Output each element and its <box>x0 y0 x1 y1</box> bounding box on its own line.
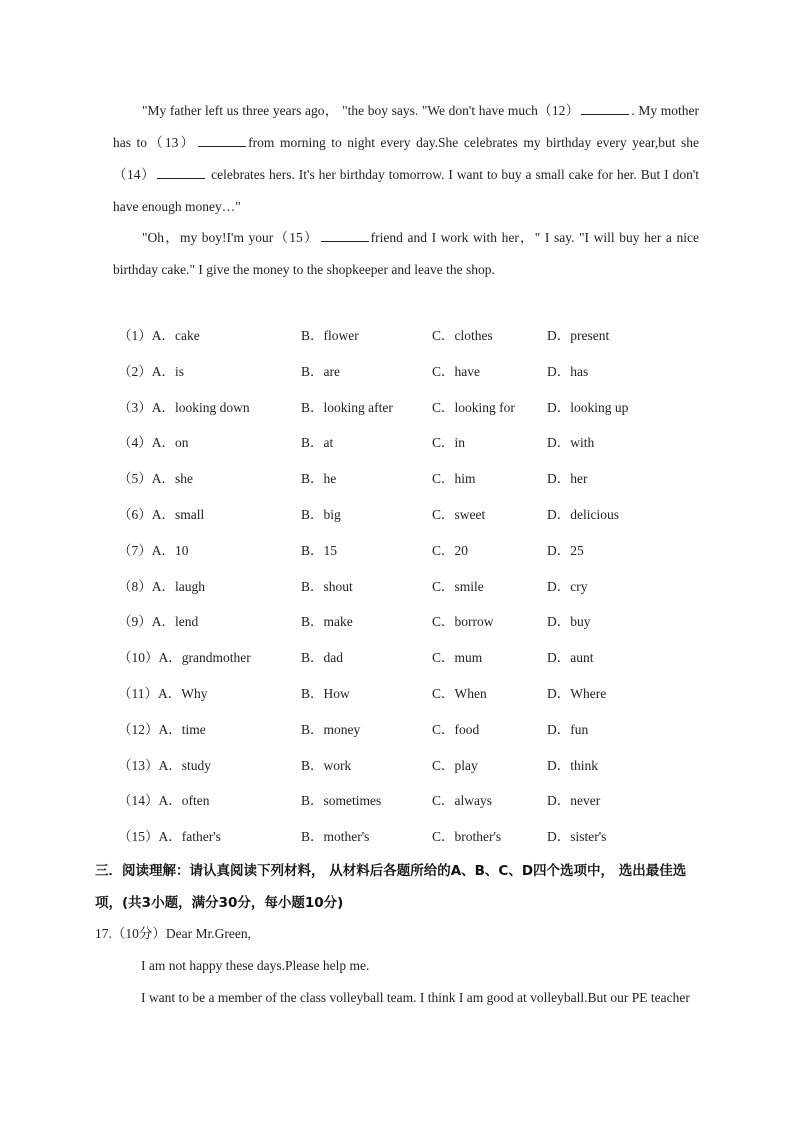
option-d: D．buy <box>547 614 591 630</box>
option-b: B．shout <box>301 578 353 594</box>
option-c: C．20 <box>432 542 469 558</box>
option-d: D．with <box>547 435 595 451</box>
option-d: D．aunt <box>547 650 594 666</box>
option-c: C．sweet <box>432 506 486 522</box>
option-b: B．big <box>301 506 341 522</box>
option-c: C．have <box>432 363 480 379</box>
option-b: B．are <box>301 363 340 379</box>
question-row <box>118 533 718 569</box>
option-b: B．mother's <box>301 829 370 845</box>
question-row <box>118 712 718 748</box>
option-a: （15）A．father's <box>118 829 221 845</box>
option-b: B．work <box>301 757 352 773</box>
paragraph-1-text-d: celebrates hers. It's her birthday tomorrow. I want to buy a small cake for her. But I don't have enough money…" <box>113 167 700 214</box>
option-d: D．cry <box>547 578 588 594</box>
option-d: D．never <box>547 793 601 809</box>
option-c: C．him <box>432 471 476 487</box>
option-b: B．at <box>301 435 334 451</box>
option-a: （6）A．small <box>118 506 205 522</box>
option-c: C．smile <box>432 578 484 594</box>
question-row <box>118 354 718 390</box>
option-d: D．Where <box>547 685 607 701</box>
option-a: （14）A．often <box>118 793 210 809</box>
section-3-heading: 三．阅读理解：请认真阅读下列材料， 从材料后各题所给的A、B、C、D四个选项中， 选出最佳选项，(共3小题，满分30分，每小题10分) <box>95 863 687 911</box>
option-c: C．always <box>432 793 492 809</box>
option-b: B．make <box>301 614 353 630</box>
question-row <box>118 604 718 640</box>
option-a: （2）A．is <box>118 363 185 379</box>
option-a: （8）A．laugh <box>118 578 205 594</box>
paragraph-1-text-b: . My mother has to（13） <box>113 103 700 150</box>
option-c: C．clothes <box>432 328 493 343</box>
option-a: （9）A．lend <box>118 614 199 630</box>
letter-line-2: I want to be a member of the class volleyball team. I think I am good at volleyball.But our PE teacher <box>141 990 690 1005</box>
option-d: D．has <box>547 363 589 379</box>
option-b: B．sometimes <box>301 793 382 809</box>
question-17 <box>95 918 701 1014</box>
option-a: （5）A．she <box>118 471 193 487</box>
option-c: C．borrow <box>432 614 494 630</box>
option-c: C．in <box>432 435 466 451</box>
option-d: D．fun <box>547 721 589 737</box>
option-b: B．money <box>301 721 361 737</box>
letter-line-1: I am not happy these days.Please help me. <box>141 958 370 973</box>
option-d: D．present <box>547 328 610 343</box>
passage-paragraph-2 <box>113 222 699 286</box>
question-row <box>118 390 718 426</box>
paragraph-2-text-b: friend and I work with her，" I say. "I will buy her a nice birthday cake." I give the money to the shopkeeper and leave the shop. <box>113 230 699 277</box>
option-a: （4）A．on <box>118 435 189 451</box>
question-row <box>118 676 718 712</box>
option-a: （13）A．study <box>118 757 212 773</box>
option-d: D．sister's <box>547 829 607 845</box>
question-row <box>118 569 718 605</box>
option-b: B．looking after <box>301 399 393 415</box>
option-d: D．25 <box>547 542 584 558</box>
option-c: C．mum <box>432 650 483 666</box>
option-d: D．delicious <box>547 506 619 522</box>
question-row <box>118 425 718 461</box>
option-b: B．15 <box>301 542 338 558</box>
option-a: （12）A．time <box>118 721 206 737</box>
question-row <box>118 748 718 784</box>
option-a: （10）A．grandmother <box>118 650 251 666</box>
option-a: （7）A．10 <box>118 542 189 558</box>
blank-14 <box>157 166 205 179</box>
option-a: （3）A．looking down <box>118 399 250 415</box>
option-c: C．brother's <box>432 829 502 845</box>
question-row <box>118 461 718 497</box>
paragraph-1-text-a: "My father left us three years ago， "the boy says. "We don't have much（12） <box>142 103 580 118</box>
option-b: B．flower <box>301 328 359 343</box>
question-17-label: 17.（10分）Dear Mr.Green, <box>95 926 251 941</box>
option-c: C．play <box>432 757 478 773</box>
blank-15 <box>321 229 369 242</box>
option-d: D．think <box>547 757 599 773</box>
question-row <box>118 497 718 533</box>
option-d: D．looking up <box>547 399 629 415</box>
blank-12 <box>581 102 629 115</box>
paragraph-1-text-c: from morning to night every day.She celebrates my birthday every year,but she （14） <box>113 135 699 182</box>
option-a: （1）A．cake <box>118 328 200 343</box>
option-d: D．her <box>547 471 588 487</box>
option-c: C．When <box>432 685 487 701</box>
option-b: B．How <box>301 685 350 701</box>
option-b: B．he <box>301 471 337 487</box>
option-c: C．looking for <box>432 399 515 415</box>
paragraph-2-text-a: "Oh，my boy!I'm your（15） <box>142 230 319 245</box>
option-c: C．food <box>432 721 480 737</box>
option-a: （11）A．Why <box>118 685 208 701</box>
blank-13 <box>198 134 246 147</box>
question-row <box>118 783 718 819</box>
passage-paragraph-1 <box>113 95 699 223</box>
question-row <box>118 819 718 855</box>
option-b: B．dad <box>301 650 343 666</box>
question-row <box>118 318 718 354</box>
multiple-choice-options <box>118 318 718 855</box>
question-row <box>118 640 718 676</box>
